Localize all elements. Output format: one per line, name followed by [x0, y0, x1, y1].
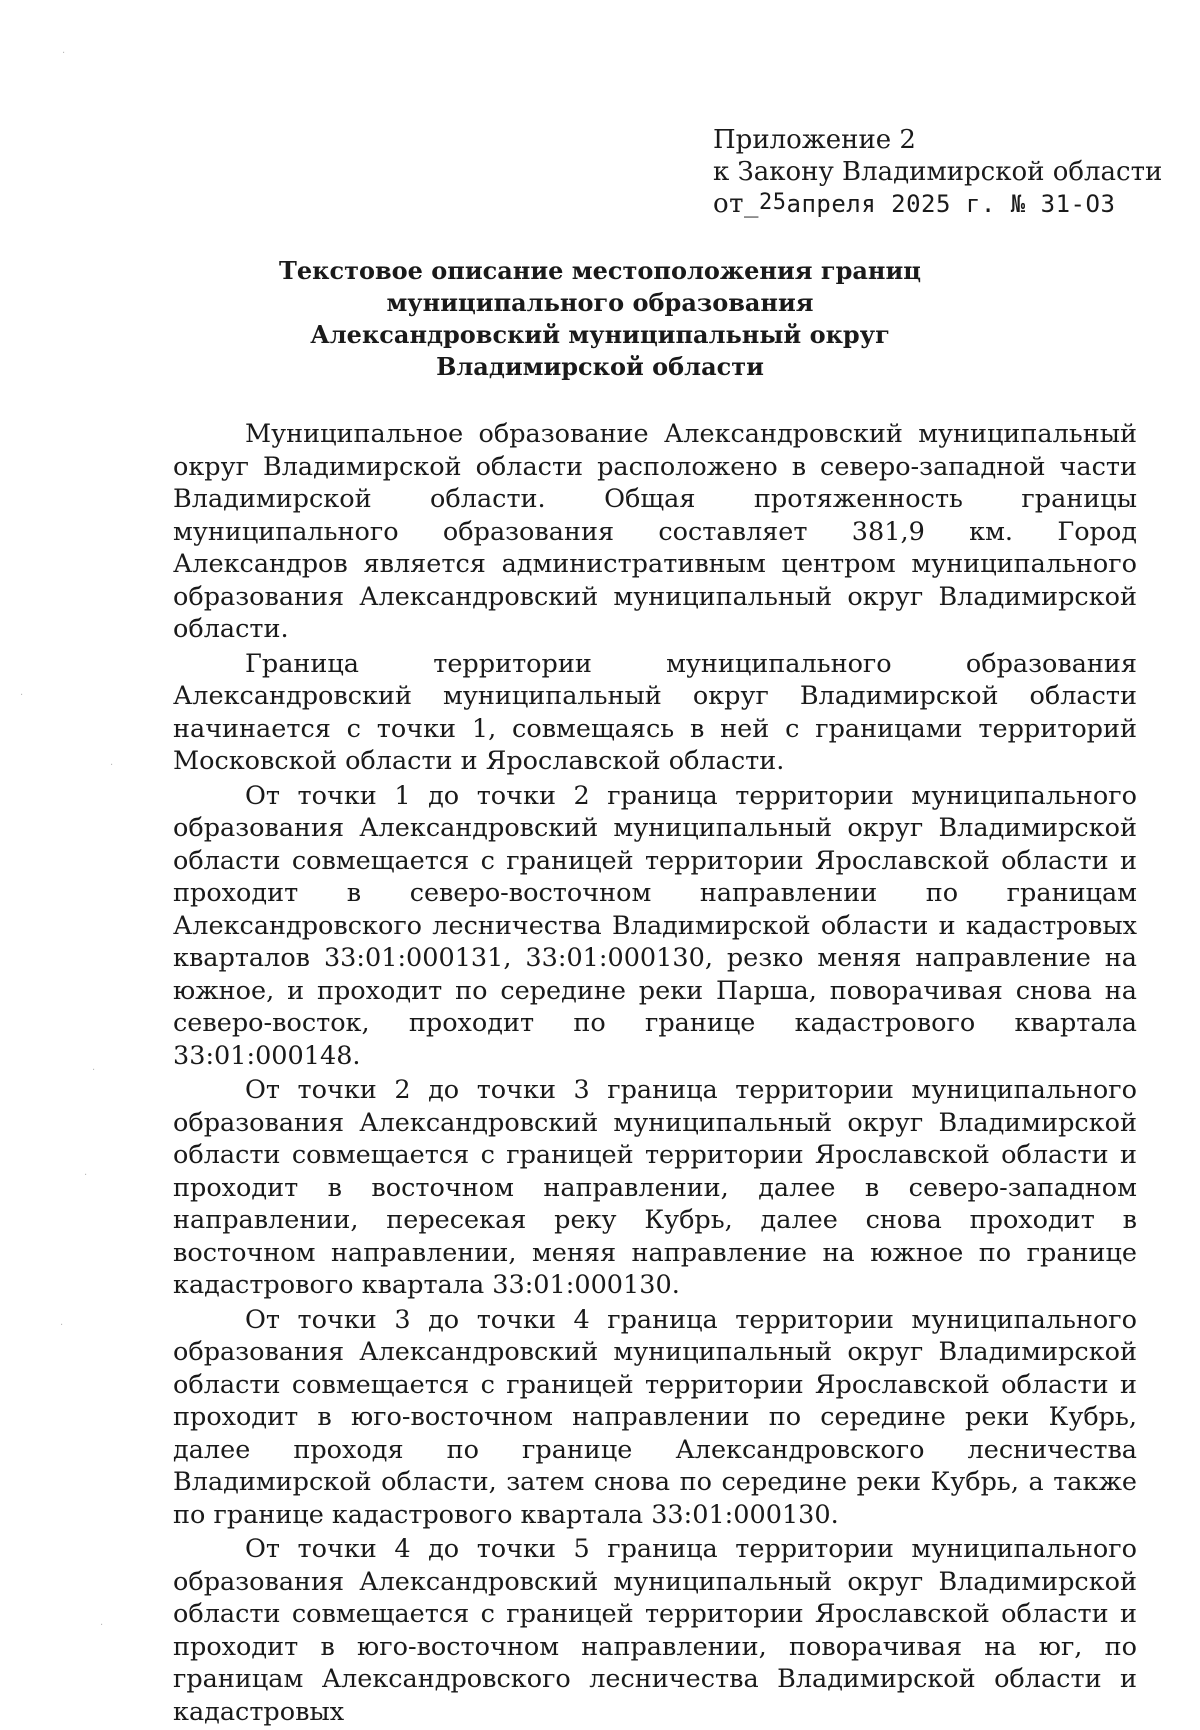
title-line-4: Владимирской области: [436, 352, 764, 381]
annex-date-stamp: [713, 188, 1153, 222]
annex-date-prefix: от: [713, 189, 745, 219]
paragraph-point-1-2: От точки 1 до точки 2 граница территории муниципального образования Александровский муниципальный округ Владимирской области совмещается с границей территории Ярославской области и проходит в северо-восточном направлении по границам Александровского лесничества Владимирской области и кадастровых кварталов 33:01:000131, 33:01:000130, резко меняя направление на южное, и проходит по середине реки Парша, поворачивая снова на северо-восток, проходит по границе кадастрового квартала 33:01:000148.: [173, 780, 1137, 1071]
document-body: [173, 418, 1137, 1730]
paragraph-point-4-5: От точки 4 до точки 5 граница территории муниципального образования Александровский муниципальный округ Владимирской области совмещается с границей территории Ярославской области и проходит в юго-восточном направлении, поворачивая на юг, по границам Александровского лесничества Владимирской области и кадастровых: [173, 1534, 1137, 1727]
annex-law-number: № 31-ОЗ: [1010, 190, 1116, 218]
annex-law-reference: к Закону Владимирской области: [713, 157, 1163, 187]
title-line-3: Александровский муниципальный округ: [310, 320, 890, 349]
paragraph-point-2-3: От точки 2 до точки 3 граница территории муниципального образования Александровский муниципальный округ Владимирской области совмещается с границей территории Ярославской области и проходит в восточном направлении, далее в северо-западном направлении, пересекая реку Кубрь, далее снова проходит в восточном направлении, меняя направление на южное по границе кадастрового квартала 33:01:000130.: [173, 1075, 1137, 1300]
annex-date-day: 25: [759, 190, 787, 215]
scan-speck: ·: [100, 1620, 104, 1631]
annex-title: Приложение 2: [713, 125, 916, 155]
annex-header: [713, 124, 1163, 222]
title-line-1: Текстовое описание местоположения границ: [279, 256, 921, 285]
paragraph-start-point: Граница территории муниципального образования Александровский муниципальный округ Владимирской области начинается с точки 1, совмещаясь в ней с границами территорий Московской области и Ярославской области.: [173, 648, 1137, 776]
document-title: [150, 255, 1050, 383]
paragraph-overview: Муниципальное образование Александровский муниципальный округ Владимирской области расположено в северо-западной части Владимирской области. Общая протяженность границы муниципального образования составляет 381,9 км. Город Александров является административным центром муниципального образования Александровский муниципальный округ Владимирской области.: [173, 419, 1137, 644]
scan-speck: ·: [110, 760, 114, 771]
scan-speck: ·: [20, 690, 24, 701]
scan-speck: ·: [62, 48, 66, 59]
title-line-2: муниципального образования: [386, 288, 814, 317]
annex-date-month-year: апреля 2025 г.: [786, 190, 996, 218]
paragraph-point-3-4: От точки 3 до точки 4 граница территории муниципального образования Александровский муниципальный округ Владимирской области совмещается с границей территории Ярославской области и проходит в юго-восточном направлении по середине реки Кубрь, далее проходя по границе Александровского лесничества Владимирской области, затем снова по середине реки Кубрь, а также по границе кадастрового квартала 33:01:000130.: [173, 1304, 1137, 1530]
annex-date-blank: _: [744, 190, 759, 218]
scan-speck: ·: [84, 1170, 88, 1181]
scan-speck: ·: [60, 1320, 64, 1331]
scan-speck: ·: [92, 1065, 96, 1076]
